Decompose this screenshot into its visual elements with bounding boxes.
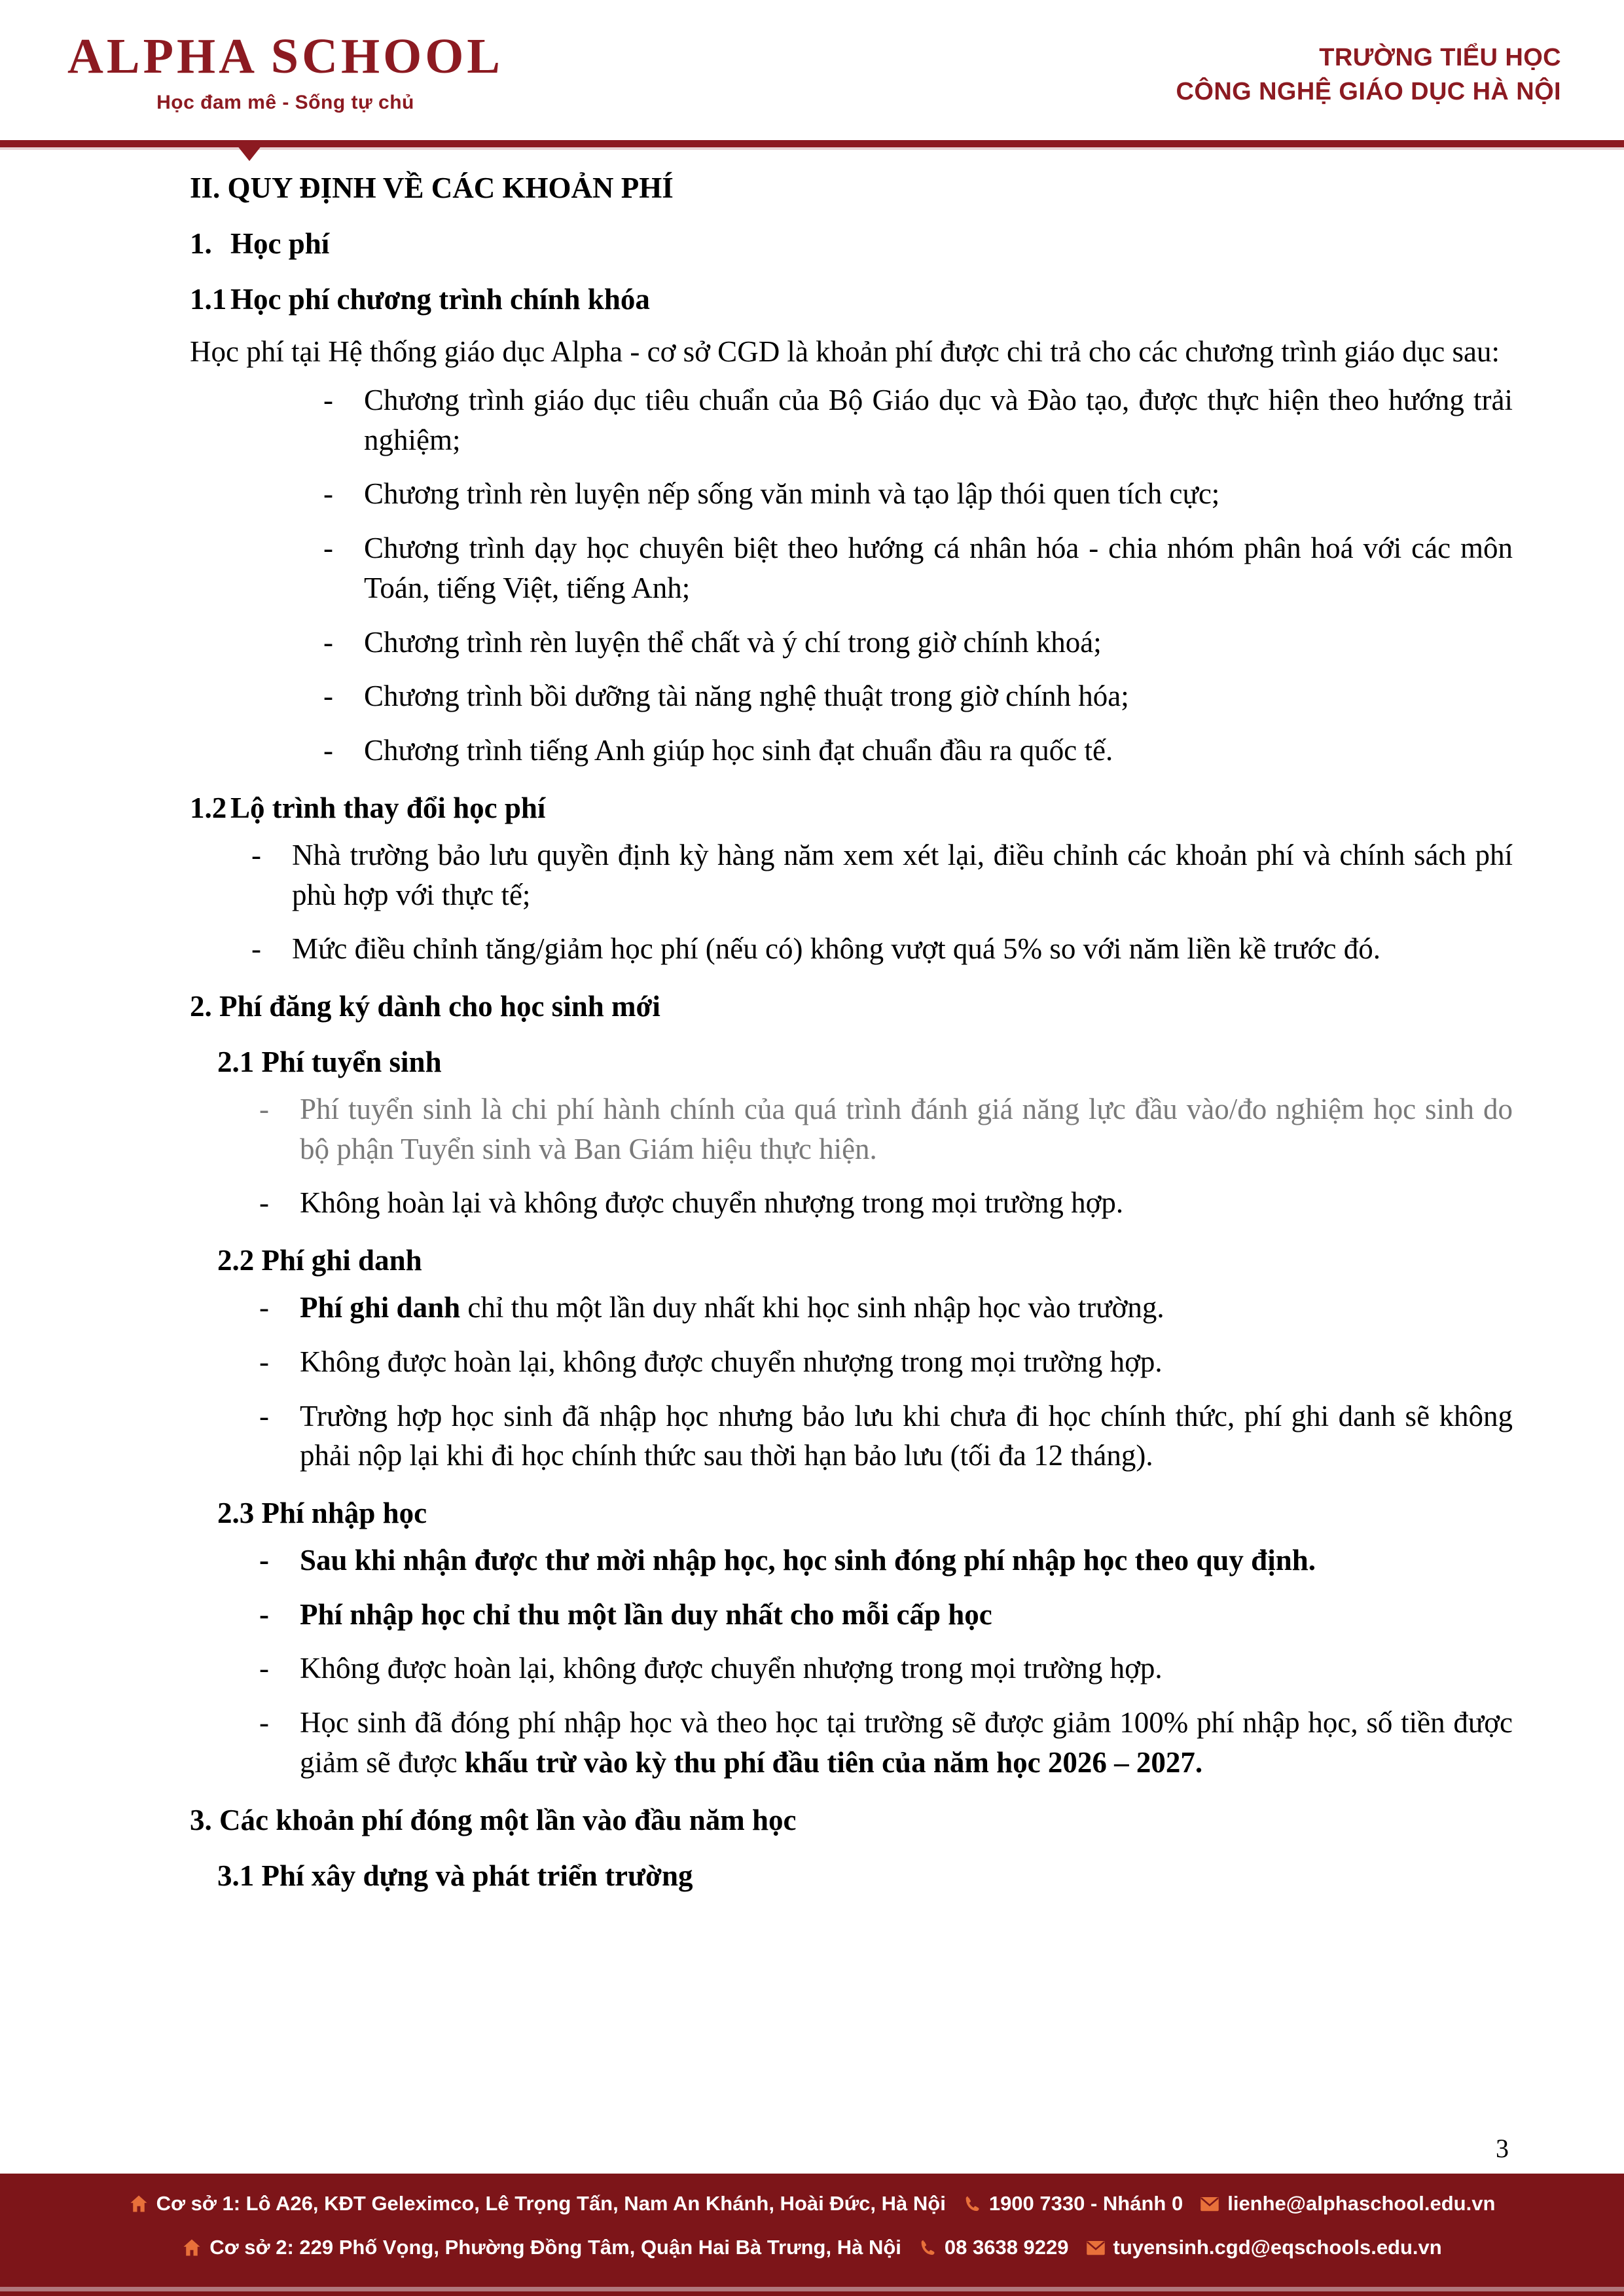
footer-phone-1-text: 1900 7330 - Nhánh 0 [988, 2192, 1183, 2215]
heading-1 [190, 226, 1513, 262]
heading-3-1: 3.1 Phí xây dựng và phát triển trường [217, 1859, 693, 1892]
list-item: - Phí nhập học chỉ thu một lần duy nhất cho mỗi cấp học [237, 1595, 1513, 1635]
list-item: - Sau khi nhận được thư mời nhập học, học sinh đóng phí nhập học theo quy định. [237, 1540, 1513, 1580]
footer-email-1[interactable] [1200, 2193, 1495, 2214]
footer-phone-2-text: 08 3638 9229 [944, 2236, 1069, 2259]
footer-address-2-text: Cơ sở 2: 229 Phố Vọng, Phường Đồng Tâm, Quận Hai Bà Trưng, Hà Nội [209, 2236, 901, 2259]
home-icon [129, 2194, 149, 2214]
footer-address-1-text: Cơ sở 1: Lô A26, KĐT Geleximco, Lê Trọng Tấn, Nam An Khánh, Hoài Đức, Hà Nội [156, 2192, 946, 2215]
heading-1-number: 1. [190, 227, 212, 260]
enrollment-discount-emphasis: khấu trừ vào kỳ thu phí đầu tiên của năm học 2026 – 2027. [464, 1745, 1203, 1779]
heading-2: 2. Phí đăng ký dành cho học sinh mới [190, 990, 660, 1023]
registration-fee-text: chỉ thu một lần duy nhất khi học sinh nhập học vào trường. [460, 1291, 1164, 1324]
list-item: - Chương trình tiếng Anh giúp học sinh đạt chuẩn đầu ra quốc tế. [301, 731, 1513, 771]
page-footer [0, 2174, 1624, 2296]
registration-fee-term: Phí ghi danh [300, 1291, 461, 1324]
logo-tagline: Học đam mê - Sống tự chủ [156, 92, 414, 113]
footer-hairline [0, 2287, 1624, 2291]
header-chevron-down-icon [237, 145, 262, 161]
heading-1-1-label: Học phí chương trình chính khóa [230, 282, 650, 316]
list-item: - Chương trình bồi dưỡng tài năng nghệ thuật trong giờ chính hóa; [301, 676, 1513, 716]
heading-1-2-label: Lộ trình thay đổi học phí [230, 791, 546, 824]
list-item [237, 1288, 1513, 1328]
list-item: - Không hoàn lại và không được chuyển nhượng trong mọi trường hợp. [237, 1183, 1513, 1223]
fee-roadmap-bullet-list [190, 835, 1513, 969]
footer-phone-1[interactable] [963, 2193, 1183, 2214]
footer-address-2 [182, 2237, 901, 2257]
page-header [0, 0, 1624, 149]
footer-address-1 [129, 2193, 946, 2214]
list-item: - Chương trình rèn luyện thể chất và ý chí trong giờ chính khoá; [301, 623, 1513, 663]
list-item: - Chương trình rèn luyện nếp sống văn minh và tạo lập thói quen tích cực; [301, 474, 1513, 514]
list-item: - Chương trình dạy học chuyên biệt theo hướng cá nhân hóa - chia nhóm phân hoá với các môn Toán, tiếng Việt, tiếng Anh; [301, 528, 1513, 608]
footer-row [0, 2237, 1624, 2257]
intro-paragraph: Học phí tại Hệ thống giáo dục Alpha - cơ sở CGD là khoản phí được chi trả cho các chương trình giáo dục sau: [190, 335, 1500, 368]
heading-2-3: 2.3 Phí nhập học [217, 1497, 427, 1530]
home-icon [182, 2238, 202, 2257]
heading-1-label: Học phí [230, 227, 330, 260]
list-item: - Nhà trường bảo lưu quyền định kỳ hàng năm xem xét lại, điều chỉnh các khoản phí và chính sách phí phù hợp với thực tế; [229, 835, 1513, 915]
page-title: II. QUY ĐỊNH VỀ CÁC KHOẢN PHÍ [190, 172, 674, 204]
footer-row [0, 2193, 1624, 2214]
logo-wordmark: ALPHA SCHOOL [67, 29, 503, 84]
list-item: - Chương trình giáo dục tiêu chuẩn của Bộ Giáo dục và Đào tạo, được thực hiện theo hướng trải nghiệm; [301, 380, 1513, 460]
header-school-name-line2: CÔNG NGHỆ GIÁO DỤC HÀ NỘI [1176, 78, 1561, 106]
heading-1-1-number: 1.1 [190, 282, 227, 316]
footer-email-1-text: lienhe@alphaschool.edu.vn [1227, 2192, 1496, 2215]
heading-2-1: 2.1 Phí tuyển sinh [217, 1046, 442, 1078]
list-item: - Không được hoàn lại, không được chuyển nhượng trong mọi trường hợp. [237, 1342, 1513, 1382]
heading-1-1 [190, 282, 1513, 318]
enrollment-discount-text: Học sinh đã đóng phí nhập học và theo học tại trường sẽ được giảm 100% phí nhập học, số tiền được giảm sẽ được [300, 1706, 1513, 1779]
list-item: - Trường hợp học sinh đã nhập học nhưng bảo lưu khi chưa đi học chính thức, phí ghi danh sẽ không phải nộp lại khi đi học chính thức sau thời hạn bảo lưu (tối đa 12 tháng). [237, 1396, 1513, 1476]
enrollment-fee-bullet-list [190, 1540, 1513, 1783]
list-item: - Phí tuyển sinh là chi phí hành chính của quá trình đánh giá năng lực đầu vào/đo nghiệm học sinh do bộ phận Tuyển sinh và Ban Giám hiệu thực hiện. [237, 1089, 1513, 1169]
admission-fee-bullet-list [190, 1089, 1513, 1223]
heading-3: 3. Các khoản phí đóng một lần vào đầu năm học [190, 1803, 797, 1836]
header-school-name-line1: TRƯỜNG TIỂU HỌC [1319, 44, 1561, 71]
phone-icon [918, 2238, 937, 2257]
heading-1-2 [190, 790, 1513, 826]
footer-phone-2[interactable] [918, 2237, 1069, 2257]
program-bullet-list [190, 380, 1513, 771]
list-item: - Không được hoàn lại, không được chuyển nhượng trong mọi trường hợp. [237, 1649, 1513, 1688]
envelope-icon [1200, 2195, 1219, 2212]
footer-email-2-text: tuyensinh.cgd@eqschools.edu.vn [1113, 2236, 1442, 2259]
envelope-icon [1086, 2239, 1106, 2256]
page-number: 3 [1496, 2134, 1509, 2163]
list-item [237, 1703, 1513, 1783]
heading-1-2-number: 1.2 [190, 791, 227, 824]
heading-2-2: 2.2 Phí ghi danh [217, 1244, 422, 1277]
header-school-name [1176, 41, 1561, 109]
footer-email-2[interactable] [1086, 2237, 1442, 2257]
list-item: - Mức điều chỉnh tăng/giảm học phí (nếu có) không vượt quá 5% so với năm liền kề trước đó. [229, 929, 1513, 969]
document-body [0, 170, 1624, 1900]
school-logo [63, 31, 508, 114]
registration-fee-bullet-list [190, 1288, 1513, 1476]
phone-icon [963, 2195, 981, 2213]
